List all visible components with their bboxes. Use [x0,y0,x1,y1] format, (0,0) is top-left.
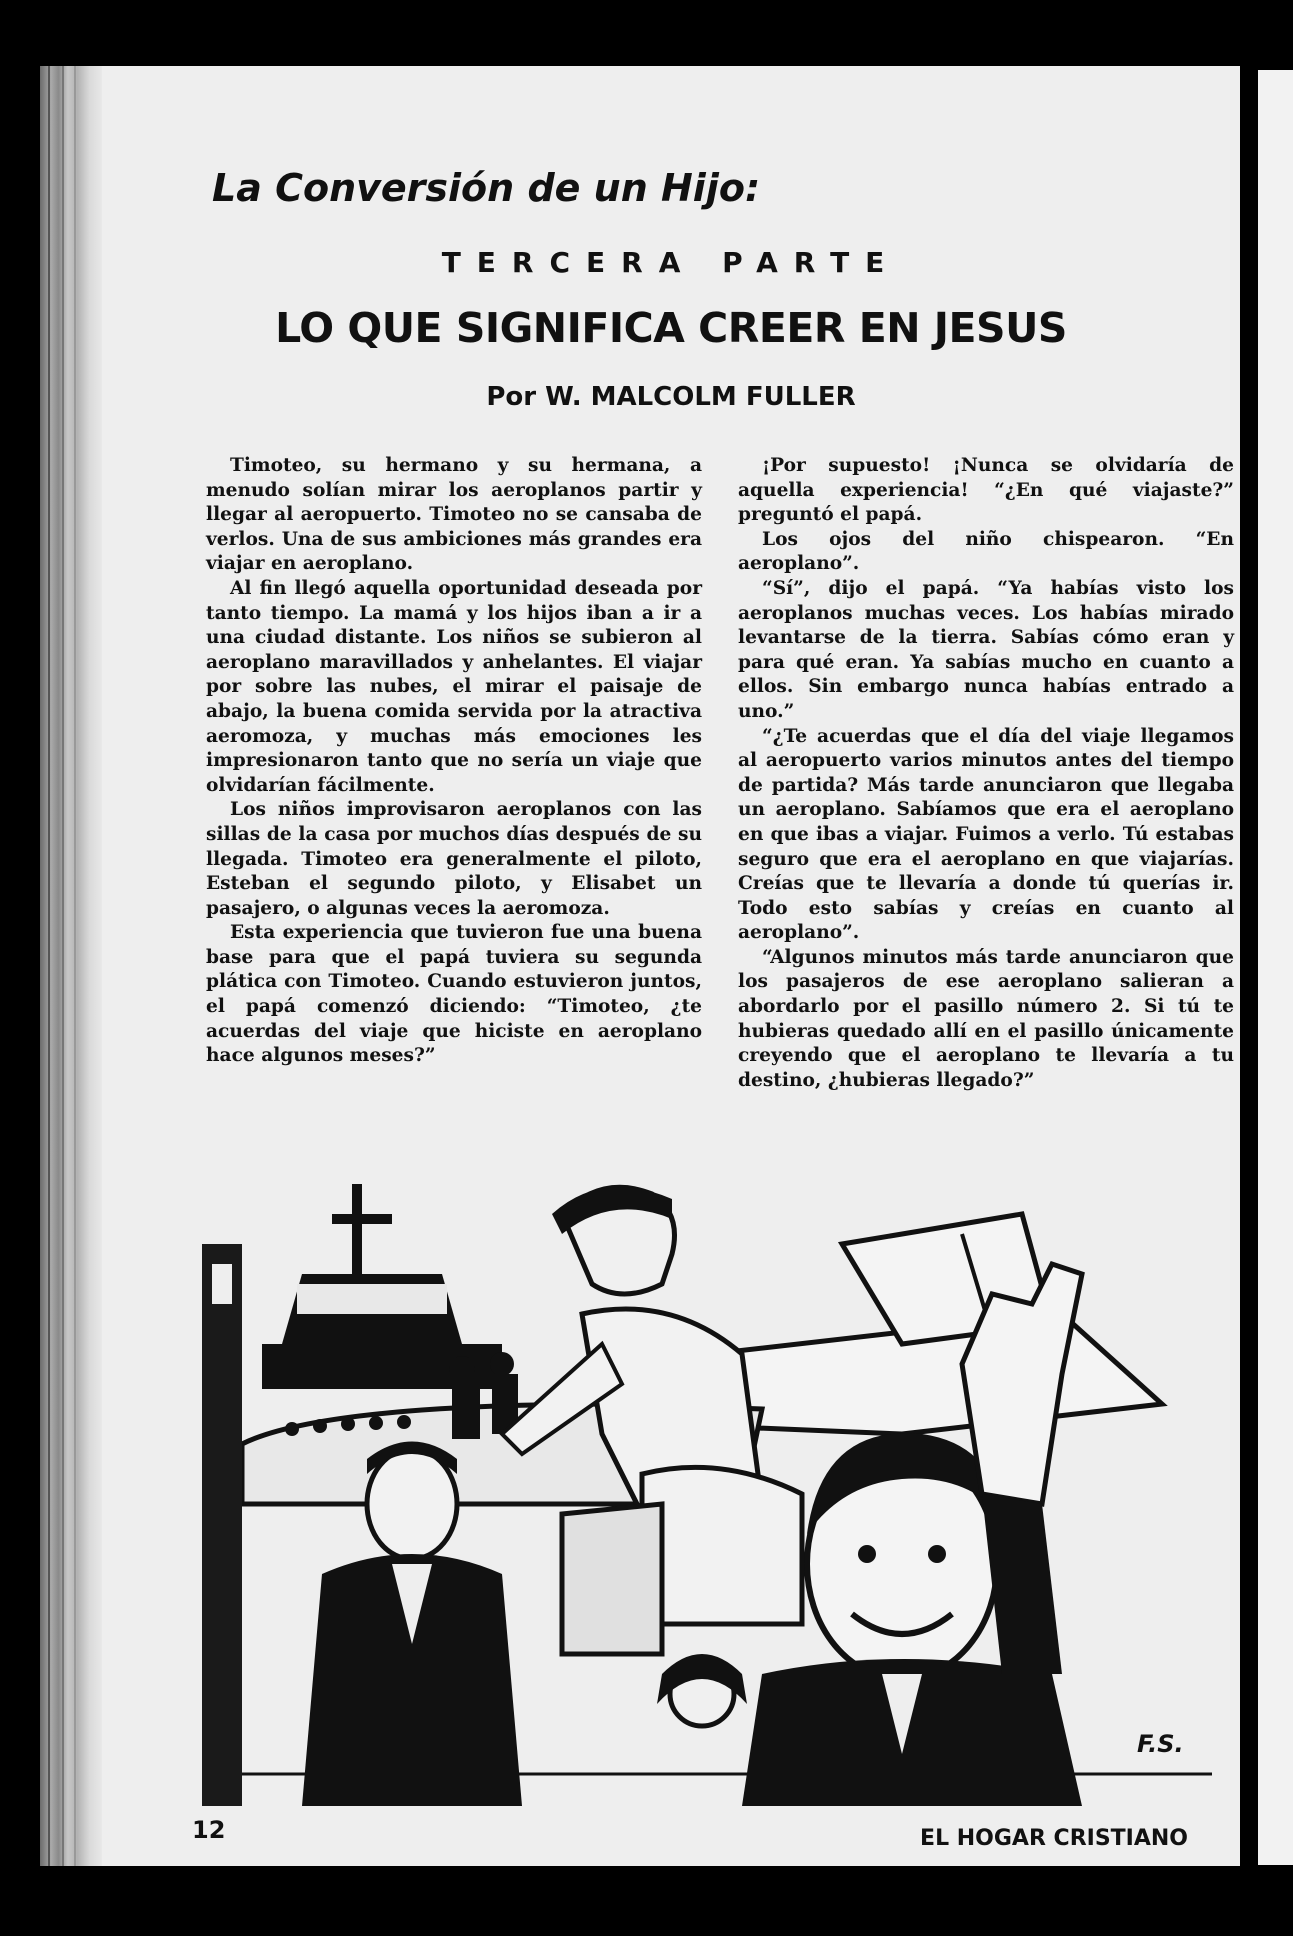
page-number: 12 [192,1816,226,1844]
airport-illustration [202,1174,1212,1806]
right-column [738,454,1234,1093]
byline: Por W. MALCOLM FULLER [486,382,856,412]
page-content [102,66,1240,1866]
artist-signature: F.S. [1137,1730,1184,1758]
magazine-name: EL HOGAR CRISTIANO [920,1826,1188,1851]
page-binding [40,66,102,1866]
article-title: LO QUE SIGNIFICA CREER EN JESUS [275,304,1067,352]
paragraph: “Sí”, dijo el papá. “Ya habías visto los aeroplanos muchas veces. Los habías mirado levantarse de la tierra. Sabías cómo eran y para qué eran. Ya sabías mucho en cuanto a ellos. Sin embargo nunca habías entrado a uno.” [738,577,1234,722]
paragraph: “¿Te acuerdas que el día del viaje llegamos al aeropuerto varios minutos antes del tiempo de partida? Más tarde anunciaron que llegaba un aeroplano. Sabíamos que era el aeroplano en que ibas a viajar. Fuimos a verlo. Tú estabas seguro que era el aeroplano en que viajarías. Creías que te llevaría a donde tú querías ir. Todo esto sabías y creías en cuanto al aeroplano”. [738,725,1234,944]
illustration-drawing [202,1174,1212,1806]
next-page-edge [1258,70,1293,1865]
paragraph: “Algunos minutos más tarde anunciaron que los pasajeros de ese aeroplano salieran a abordarlo por el pasillo número 2. Si tú te hubieras quedado allí en el pasillo únicamente creyendo que el aeroplano te llevaría a tu destino, ¿hubieras llegado?” [738,946,1234,1091]
paragraph: ¡Por supuesto! ¡Nunca se olvidaría de aquella experiencia! “¿En qué viajaste?” preguntó el papá. [738,455,1234,526]
left-column [206,454,702,1069]
paragraph: Esta experiencia que tuvieron fue una buena base para que el papá tuviera su segunda plática con Timoteo. Cuando estuvieron juntos, el papá comenzó diciendo: “Timoteo, ¿te acuerdas del viaje que hiciste en aeroplano hace algunos meses?” [206,922,702,1067]
magazine-page [40,66,1240,1866]
paragraph: Los niños improvisaron aeroplanos con las sillas de la casa por muchos días después de su llegada. Timoteo era generalmente el piloto, Esteban el segundo piloto, y Elisabet un pasajero, o algunas veces la aeromoza. [206,799,702,919]
paragraph: Al fin llegó aquella oportunidad deseada por tanto tiempo. La mamá y los hijos iban a ir a una ciudad distante. Los niños se subieron al aeroplano maravillados y anhelantes. El viajar por sobre las nubes, el mirar el paisaje de abajo, la buena comida servida por la atractiva aeromoza, y muchas más emociones les impresionaron tanto que no sería un viaje que olvidarían fácilmente. [206,577,702,796]
paragraph: Timoteo, su hermano y su hermana, a menudo solían mirar los aeroplanos partir y llegar al aeropuerto. Timoteo no se cansaba de verlos. Una de sus ambiciones más grandes era viajar en aeroplano. [206,455,702,575]
series-title: La Conversión de un Hijo: [212,166,761,210]
part-label: TERCERA PARTE [441,246,901,279]
paragraph: Los ojos del niño chispearon. “En aeroplano”. [738,528,1234,575]
